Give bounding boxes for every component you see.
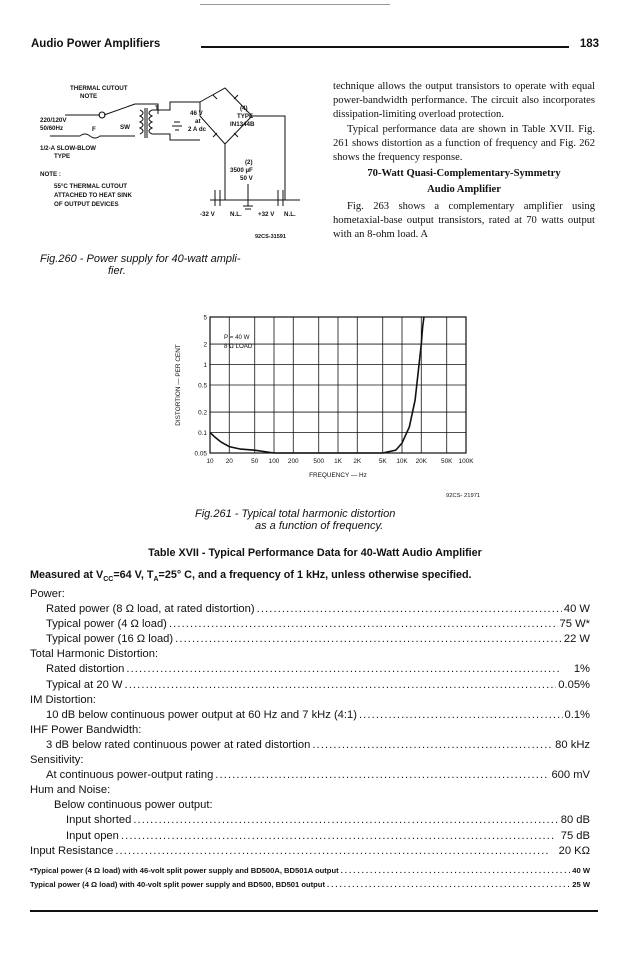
label-n3: OF OUTPUT DEVICES [54, 201, 119, 208]
table-footnotes [30, 864, 590, 891]
label-d4: (4) [240, 105, 248, 112]
table-row [30, 738, 590, 753]
row-label: Below continuous power output: [54, 799, 213, 812]
footnote-value: 25 W [572, 879, 590, 889]
fig260-text-line2: fier. [108, 265, 126, 277]
power-supply-schematic [40, 80, 325, 245]
y-tick-label: 1 [203, 362, 207, 370]
paragraph-3: Fig. 263 shows a complementary amplifier using hometaxial-base output transistors, rated at 70 watts output with an 8-ohm load. A [333, 200, 595, 241]
label-at: at [195, 118, 201, 125]
row-value: 600 mV [551, 769, 590, 782]
table-title: Table XVII - Typical Performance Data for 40-Watt Audio Amplifier [148, 547, 482, 559]
section-title-line2: Audio Amplifier [427, 184, 501, 196]
x-tick-label: 2K [353, 458, 362, 465]
row-label: Rated distortion [46, 663, 125, 676]
dot-leader [312, 738, 553, 753]
dot-leader [341, 864, 571, 878]
row-value: 75 dB [560, 829, 590, 842]
label-c2: (2) [245, 159, 253, 166]
y-tick-label: 2 [203, 341, 207, 349]
x-axis-label: FREQUENCY — Hz [309, 472, 367, 479]
table-row [30, 813, 590, 828]
label-vneg: -32 V [200, 211, 215, 218]
dot-leader [257, 602, 562, 617]
table-row [30, 617, 590, 632]
y-tick-label: 0.5 [198, 382, 207, 390]
y-tick-label: 0.05 [194, 450, 207, 458]
dot-leader [175, 632, 562, 647]
x-tick-label: 50 [251, 458, 259, 465]
annotation-load: 8 Ω LOAD [224, 343, 253, 350]
row-value: 40 W [563, 603, 590, 616]
row-label: Power: [30, 588, 65, 600]
row-value: 80 dB [560, 814, 590, 827]
row-label: Typical power (4 Ω load) [46, 618, 167, 631]
y-axis-label: DISTORTION — PER CENT [175, 344, 182, 426]
header-rule [201, 46, 569, 48]
fig261-number: Fig.261 [195, 508, 232, 520]
dot-leader [124, 678, 556, 693]
label-dtype: TYPE [237, 113, 254, 120]
table-row [30, 678, 590, 693]
x-tick-label: 100K [458, 458, 474, 465]
cond-sub-cc: CC [103, 576, 114, 584]
label-2adc: 2 A dc [188, 126, 207, 133]
dot-leader [215, 768, 549, 783]
annotation-power: P = 40 W [224, 334, 250, 341]
footnote-label: Typical power (4 Ω load) with 40-volt split power supply and BD500, BD501 output [30, 879, 325, 889]
paragraph-2: Typical performance data are shown in Table XVII. Fig. 261 shows distortion as a function of frequency and Fig. 262 shows the frequency response. [333, 123, 595, 164]
footnote-value: 40 W [572, 866, 590, 875]
x-tick-label: 1K [334, 458, 342, 465]
label-n1: 55°C THERMAL CUTOUT [54, 183, 128, 190]
label-cap: 3500 µF [230, 167, 253, 174]
dot-leader [126, 662, 571, 677]
fig261-text-line2: as a function of frequency. [255, 520, 384, 532]
x-tick-label: 500 [313, 458, 325, 465]
row-label: Hum and Noise: [30, 784, 111, 797]
label-t: T [155, 105, 159, 112]
y-tick-label: 5 [203, 314, 207, 322]
label-nl1: N.L. [230, 211, 242, 218]
x-tick-label: 100 [268, 458, 280, 465]
y-tick-label: 0.1 [198, 430, 207, 438]
table-row [30, 798, 590, 813]
table-row [30, 587, 590, 602]
row-label: IM Distortion: [30, 693, 96, 706]
label-vpos: +32 V [258, 211, 275, 218]
footnote-label: *Typical power (4 Ω load) with 46-volt split power supply and BD500A, BD501A output [30, 866, 339, 875]
bottom-rule [30, 910, 598, 912]
x-tick-label: 20 [225, 458, 233, 465]
cond-sub-a: A [153, 576, 159, 584]
label-sw: SW [120, 124, 130, 131]
paragraph-1: technique allows the output transistors to operate with equal power-bandwidth performance. The circuit also incorporates dissipation-limiting overload protection. [333, 81, 595, 121]
row-value: 20 KΩ [558, 844, 590, 857]
label-vin: 220/120V [40, 117, 67, 124]
dot-leader [121, 829, 559, 844]
table-row [30, 602, 590, 617]
section-title-line1: 70-Watt Quasi-Complementary-Symmetry [367, 168, 561, 180]
x-tick-label: 5K [378, 458, 387, 465]
label-type: TYPE [54, 153, 71, 160]
x-tick-label: 10K [396, 458, 408, 465]
dot-leader [359, 708, 563, 723]
row-value: 0.05% [558, 678, 590, 691]
row-label: Input shorted [66, 814, 132, 827]
label-f: F [92, 126, 96, 133]
label-note: NOTE [80, 93, 98, 100]
table-row [30, 723, 590, 738]
label-46v: 46 V [190, 110, 203, 117]
fig260-number: Fig.260 [40, 253, 77, 265]
label-capv: 50 V [240, 175, 253, 182]
cond-part1: Measured at V [30, 569, 104, 581]
table-row [30, 829, 590, 844]
row-label: Rated power (8 Ω load, at rated distortion) [46, 603, 255, 616]
table-row [30, 844, 590, 859]
y-tick-label: 0.2 [198, 409, 207, 417]
table-row [30, 632, 590, 647]
performance-table [30, 587, 590, 859]
chart-code: 92CS- 21971 [446, 493, 481, 499]
label-thermal-cutout: THERMAL CUTOUT [70, 85, 128, 92]
x-tick-label: 200 [287, 458, 299, 465]
dot-leader [169, 617, 558, 632]
x-tick-label: 20K [415, 458, 427, 465]
footnote-row [30, 878, 590, 892]
row-label: Input open [66, 829, 119, 842]
row-value: 80 kHz [555, 738, 590, 751]
table-row [30, 693, 590, 708]
page-number: 183 [579, 38, 599, 50]
x-tick-label: 50K [441, 458, 453, 465]
row-label: 10 dB below continuous power output at 60 Hz and 7 kHz (4:1) [46, 708, 357, 721]
top-scan-line [200, 4, 390, 5]
fig261-text-line1: - Typical total harmonic distortion [234, 508, 396, 520]
table-row [30, 647, 590, 662]
dot-leader [327, 878, 570, 892]
label-fuse: 1/2-A SLOW-BLOW [40, 145, 97, 152]
right-column-text [333, 80, 595, 242]
dot-leader [115, 844, 556, 859]
row-value: 1% [573, 663, 590, 676]
row-label: 3 dB below rated continuous power at rated distortion [46, 738, 311, 751]
distortion-chart [150, 305, 490, 505]
dot-leader [133, 813, 558, 828]
row-label: Sensitivity: [30, 754, 84, 767]
row-label: Typical power (16 Ω load) [46, 633, 174, 646]
row-value: 22 W [563, 633, 590, 646]
footnote-row [30, 864, 590, 878]
label-n2: ATTACHED TO HEAT SINK [54, 192, 132, 199]
x-tick-label: 10 [206, 458, 214, 465]
fig261-caption [195, 508, 495, 532]
row-label: At continuous power-output rating [46, 769, 214, 782]
fig260-text-line1: - Power supply for 40-watt ampli- [79, 253, 241, 265]
label-hz: 50/60Hz [40, 125, 64, 132]
page-header [31, 38, 599, 56]
fig260-caption [40, 253, 330, 277]
row-label: Typical at 20 W [46, 678, 123, 691]
table-row [30, 783, 590, 798]
row-value: 75 W* [559, 618, 590, 631]
row-value: 0.1% [564, 708, 590, 721]
table-row [30, 753, 590, 768]
row-label: Total Harmonic Distortion: [30, 648, 159, 661]
table-row [30, 768, 590, 783]
table-row [30, 662, 590, 677]
cond-part2: =64 V, T [113, 569, 154, 581]
cond-part3: =25° C, and a frequency of 1 kHz, unless otherwise specified. [158, 569, 472, 581]
row-label: Input Resistance [30, 844, 114, 857]
running-title: Audio Power Amplifiers [31, 38, 161, 50]
label-note2: NOTE : [40, 171, 61, 178]
table-conditions [30, 569, 472, 583]
table-row [30, 708, 590, 723]
label-schematic-code: 92CS-31591 [255, 234, 286, 240]
label-diode: IN1344B [230, 121, 255, 128]
row-label: IHF Power Bandwidth: [30, 723, 142, 736]
label-nl2: N.L. [284, 211, 296, 218]
